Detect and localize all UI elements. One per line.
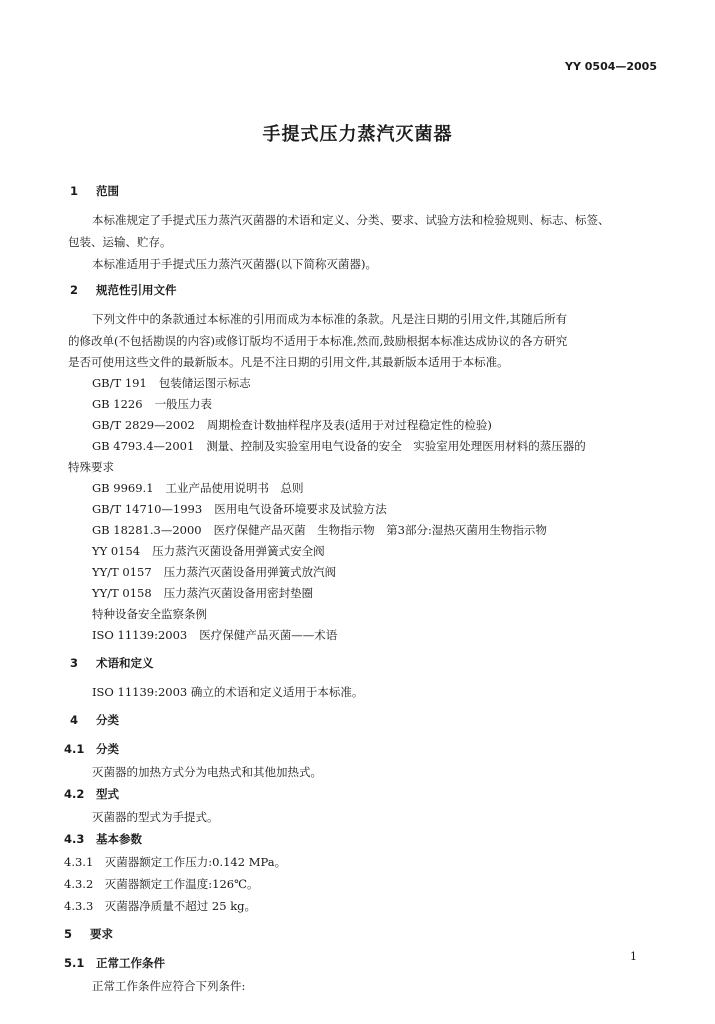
reference-item: YY 0154 压力蒸汽灭菌设备用弹簧式安全阀 <box>92 544 325 558</box>
section-4-heading <box>70 712 119 728</box>
section-number: 5 <box>64 927 73 941</box>
clause-4-3-2: 4.3.2 灭菌器额定工作温度:126℃。 <box>64 877 259 891</box>
document-title: 手提式压力蒸汽灭菌器 <box>262 124 453 145</box>
subsection-4-1-heading: 4.1 分类 <box>64 742 119 756</box>
reference-item: 特殊要求 <box>68 460 114 474</box>
subsection-4-3-heading: 4.3 基本参数 <box>64 832 142 846</box>
paragraph-line: 灭菌器的加热方式分为电热式和其他加热式。 <box>92 765 322 779</box>
reference-item: GB 18281.3—2000 医疗保健产品灭菌 生物指示物 第3部分:湿热灭菌用生物指示物 <box>92 523 547 537</box>
clause-4-3-1: 4.3.1 灭菌器额定工作压力:0.142 MPa。 <box>64 855 287 869</box>
section-number: 4 <box>70 713 79 727</box>
reference-item: GB/T 14710—1993 医用电气设备环境要求及试验方法 <box>92 502 387 516</box>
subsection-5-1-heading: 5.1 正常工作条件 <box>64 956 165 970</box>
reference-item: GB 4793.4—2001 测量、控制及实验室用电气设备的安全 实验室用处理医用材料的蒸压器的 <box>92 439 586 453</box>
reference-item: GB 1226 一般压力表 <box>92 397 213 411</box>
standard-number: YY 0504—2005 <box>565 60 657 73</box>
reference-item: GB/T 2829—2002 周期检查计数抽样程序及表(适用于对过程稳定性的检验) <box>92 418 492 432</box>
paragraph-line: 包装、运输、贮存。 <box>68 235 172 249</box>
section-title: 要求 <box>90 927 113 941</box>
section-3-heading <box>70 655 154 671</box>
paragraph-line: 下列文件中的条款通过本标准的引用而成为本标准的条款。凡是注日期的引用文件,其随后所有 <box>92 312 568 326</box>
paragraph-line: 的修改单(不包括勘误的内容)或修订版均不适用于本标准,然而,鼓励根据本标准达成协议的各方研究 <box>68 334 568 348</box>
section-2-heading <box>70 282 177 298</box>
reference-item: GB/T 191 包装储运图示标志 <box>92 376 251 390</box>
page-number: 1 <box>630 950 637 963</box>
section-title: 规范性引用文件 <box>96 283 177 297</box>
section-number: 2 <box>70 283 79 297</box>
section-title: 分类 <box>96 713 119 727</box>
section-number: 3 <box>70 656 79 670</box>
paragraph-line: 灭菌器的型式为手提式。 <box>92 810 219 824</box>
paragraph-line: 正常工作条件应符合下列条件: <box>92 979 246 993</box>
section-title: 范围 <box>96 184 119 198</box>
reference-item: YY/T 0157 压力蒸汽灭菌设备用弹簧式放汽阀 <box>92 565 337 579</box>
paragraph-line: 是否可使用这些文件的最新版本。凡是不注日期的引用文件,其最新版本适用于本标准。 <box>68 355 509 369</box>
reference-item: 特种设备安全监察条例 <box>92 607 207 621</box>
section-5-heading <box>64 926 113 942</box>
section-title: 术语和定义 <box>96 656 154 670</box>
reference-item: ISO 11139:2003 医疗保健产品灭菌——术语 <box>92 628 338 642</box>
paragraph-line: ISO 11139:2003 确立的术语和定义适用于本标准。 <box>92 685 364 699</box>
section-1-heading <box>70 183 119 199</box>
clause-4-3-3: 4.3.3 灭菌器净质量不超过 25 kg。 <box>64 899 257 913</box>
paragraph-line: 本标准适用于手提式压力蒸汽灭菌器(以下简称灭菌器)。 <box>92 257 377 271</box>
reference-item: GB 9969.1 工业产品使用说明书 总则 <box>92 481 304 495</box>
subsection-4-2-heading: 4.2 型式 <box>64 787 119 801</box>
paragraph-line: 本标准规定了手提式压力蒸汽灭菌器的术语和定义、分类、要求、试验方法和检验规则、标志、标签、 <box>92 213 610 227</box>
section-number: 1 <box>70 184 79 198</box>
reference-item: YY/T 0158 压力蒸汽灭菌设备用密封垫圈 <box>92 586 314 600</box>
